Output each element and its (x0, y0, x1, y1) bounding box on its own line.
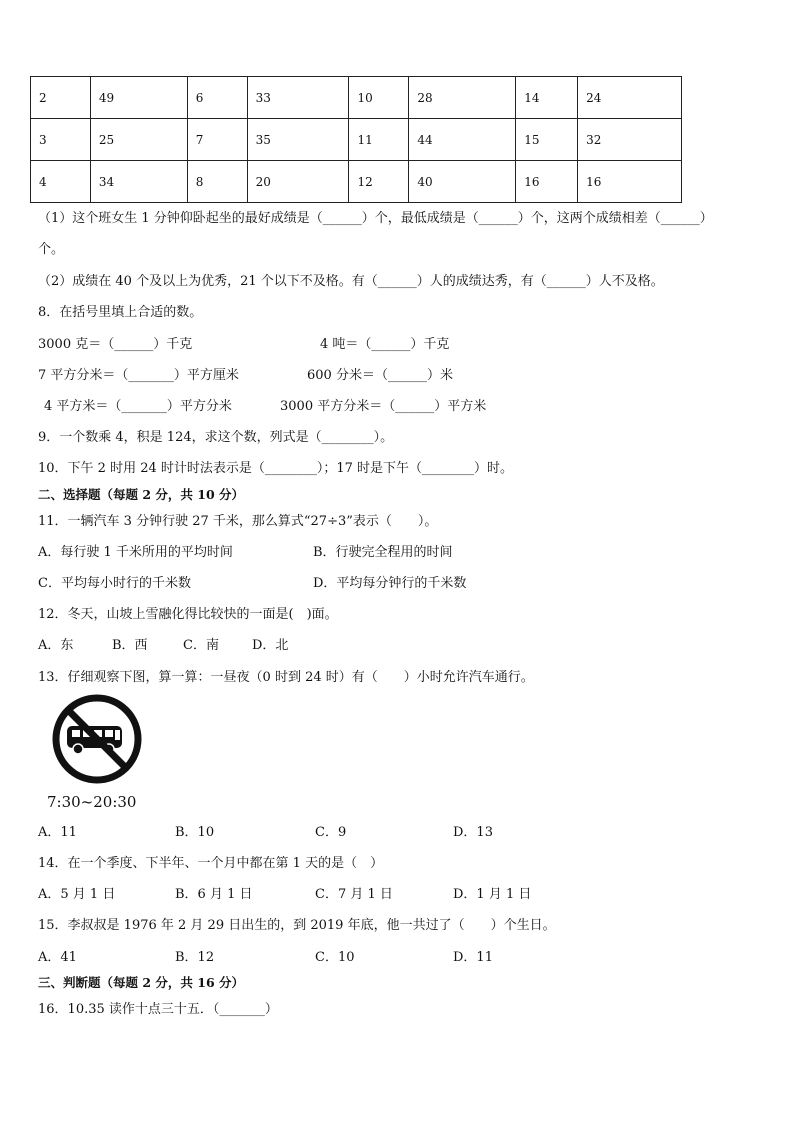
q8-item-b: 4 吨＝（______）千克 (320, 337, 450, 352)
table-cell: 10 (349, 77, 409, 119)
table-cell: 6 (187, 77, 247, 119)
section-heading-judgement: 三、判断题（每题 2 分，共 16 分） (38, 975, 245, 990)
table-cell: 15 (516, 119, 578, 161)
q8-item-f: 3000 平方分米＝（______）平方米 (280, 399, 487, 414)
table-cell: 2 (31, 77, 91, 119)
table-cell: 4 (31, 161, 91, 203)
sign-time-caption: 7:30~20:30 (47, 793, 137, 811)
q13-option-a: A．11 (38, 825, 77, 840)
q11-option-d: D．平均每分钟行的千米数 (313, 576, 467, 591)
table-cell: 12 (349, 161, 409, 203)
q12-option-d: D．北 (252, 638, 289, 653)
table-row (31, 77, 682, 119)
table-cell: 40 (409, 161, 516, 203)
q8-item-c: 7 平方分米＝（_______）平方厘米 (38, 368, 239, 383)
q12-option-b: B．西 (112, 638, 148, 653)
q15-option-c: C．10 (315, 950, 355, 965)
q11-option-b: B．行驶完全程用的时间 (313, 545, 453, 560)
table-cell: 34 (90, 161, 187, 203)
q11-option-a: A．每行驶 1 千米所用的平均时间 (38, 545, 233, 560)
q13-stem: 13．仔细观察下图，算一算：一昼夜（0 时到 24 时）有（ ）小时允许汽车通行。 (38, 670, 534, 685)
table-cell: 7 (187, 119, 247, 161)
q15-stem: 15．李叔叔是 1976 年 2 月 29 日出生的，到 2019 年底，他一共过了（ ）个生日。 (38, 918, 556, 933)
table-cell: 49 (90, 77, 187, 119)
q14-option-b: B．6 月 1 日 (175, 887, 253, 902)
q8-title: 8．在括号里填上合适的数。 (38, 305, 203, 320)
q14-option-a: A．5 月 1 日 (38, 887, 116, 902)
table-cell: 44 (409, 119, 516, 161)
table-cell: 14 (516, 77, 578, 119)
table-cell: 8 (187, 161, 247, 203)
table-row (31, 161, 682, 203)
q12-option-c: C．南 (183, 638, 219, 653)
table-cell: 20 (247, 161, 349, 203)
q15-option-b: B．12 (175, 950, 215, 965)
q16: 16．10.35 读作十点三十五．（_______） (38, 1002, 278, 1017)
q15-option-a: A．41 (38, 950, 77, 965)
table-cell: 35 (247, 119, 349, 161)
q9: 9．一个数乘 4，积是 124，求这个数，列式是（________）。 (38, 430, 394, 445)
table-cell: 28 (409, 77, 516, 119)
q10: 10．下午 2 时用 24 时计时法表示是（________）；17 时是下午（________）时。 (38, 461, 514, 476)
table-row (31, 119, 682, 161)
table-cell: 11 (349, 119, 409, 161)
q15-option-d: D．11 (453, 950, 493, 965)
q8-item-d: 600 分米＝（______）米 (307, 368, 453, 383)
q8-item-e: 4 平方米＝（_______）平方分米 (44, 399, 232, 414)
q13-option-b: B．10 (175, 825, 215, 840)
table-cell: 16 (516, 161, 578, 203)
q7-part2: （2）成绩在 40 个及以上为优秀，21 个以下不及格。有（______）人的成绩达秀，有（______）人不及格。 (38, 274, 664, 289)
q14-option-c: C．7 月 1 日 (315, 887, 393, 902)
q14-stem: 14．在一个季度、下半年、一个月中都在第 1 天的是（ ） (38, 856, 384, 871)
table-cell: 3 (31, 119, 91, 161)
table-cell: 16 (578, 161, 682, 203)
table-cell: 32 (578, 119, 682, 161)
q12-option-a: A．东 (38, 638, 74, 653)
q7-part1-line2: 个。 (38, 242, 65, 257)
q12-stem: 12．冬天，山坡上雪融化得比较快的一面是( )面。 (38, 607, 338, 622)
q7-part1-line1: （1）这个班女生 1 分钟仰卧起坐的最好成绩是（______）个，最低成绩是（______）个，这两个成绩相差（______） (38, 211, 713, 226)
table-cell: 25 (90, 119, 187, 161)
q13-option-c: C．9 (315, 825, 347, 840)
q13-option-d: D．13 (453, 825, 493, 840)
table-cell: 24 (578, 77, 682, 119)
section-heading-choice: 二、选择题（每题 2 分，共 10 分） (38, 487, 245, 502)
score-table (30, 76, 682, 203)
q14-option-d: D．1 月 1 日 (453, 887, 532, 902)
table-cell: 33 (247, 77, 349, 119)
q11-stem: 11．一辆汽车 3 分钟行驶 27 千米，那么算式“27÷3”表示（ ）。 (38, 514, 438, 529)
q8-item-a: 3000 克＝（______）千克 (38, 337, 193, 352)
q11-option-c: C．平均每小时行的千米数 (38, 576, 191, 591)
